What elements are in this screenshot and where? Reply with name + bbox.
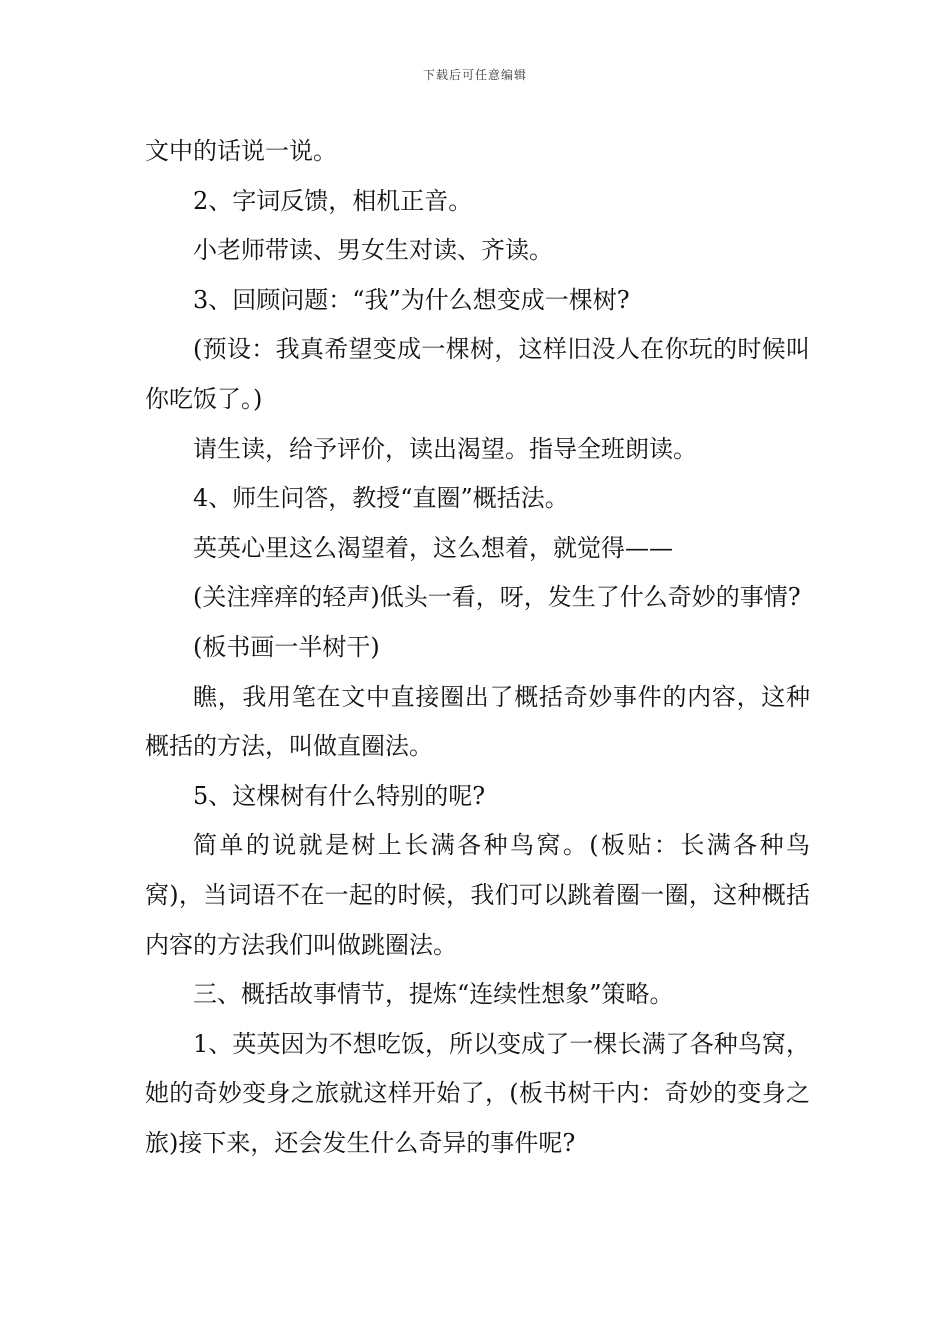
paragraph: 三、概括故事情节，提炼“连续性想象”策略。 — [193, 980, 674, 1009]
document-body — [145, 127, 810, 1168]
paragraph: 1、英英因为不想吃饭，所以变成了一棵长满了各种鸟窝，她的奇妙变身之旅就这样开始了，(板书树干内：奇妙的变身之旅)接下来，还会发生什么奇异的事件呢? — [145, 1029, 810, 1157]
paragraph: 请生读，给予评价，读出渴望。指导全班朗读。 — [193, 434, 697, 463]
paragraph: 2、字词反馈，相机正音。 — [193, 186, 473, 215]
paragraph: 瞧，我用笔在文中直接圈出了概括奇妙事件的内容，这种概括的方法，叫做直圈法。 — [145, 682, 810, 761]
paragraph: (关注痒痒的轻声)低头一看，呀，发生了什么奇妙的事情? — [193, 583, 801, 612]
paragraph: (板书画一半树干) — [193, 632, 380, 661]
paragraph: 3、回顾问题：“我”为什么想变成一棵树? — [193, 285, 630, 314]
paragraph: 4、师生问答，教授“直圈”概括法。 — [193, 484, 569, 513]
paragraph: 5、这棵树有什么特别的呢? — [193, 781, 486, 810]
paragraph: 文中的话说一说。 — [145, 137, 337, 165]
page-header: 下载后可任意编辑 — [422, 68, 527, 82]
paragraph: 简单的说就是树上长满各种鸟窝。(板贴：长满各种鸟窝)，当词语不在一起的时候，我们可以跳着圈一圈，这种概括内容的方法我们叫做跳圈法。 — [145, 831, 810, 959]
paragraph: 英英心里这么渴望着，这么想着，就觉得—— — [193, 533, 673, 562]
paragraph: (预设：我真希望变成一棵树，这样旧没人在你玩的时候叫你吃饭了。) — [145, 335, 810, 413]
paragraph: 小老师带读、男女生对读、齐读。 — [193, 236, 553, 265]
